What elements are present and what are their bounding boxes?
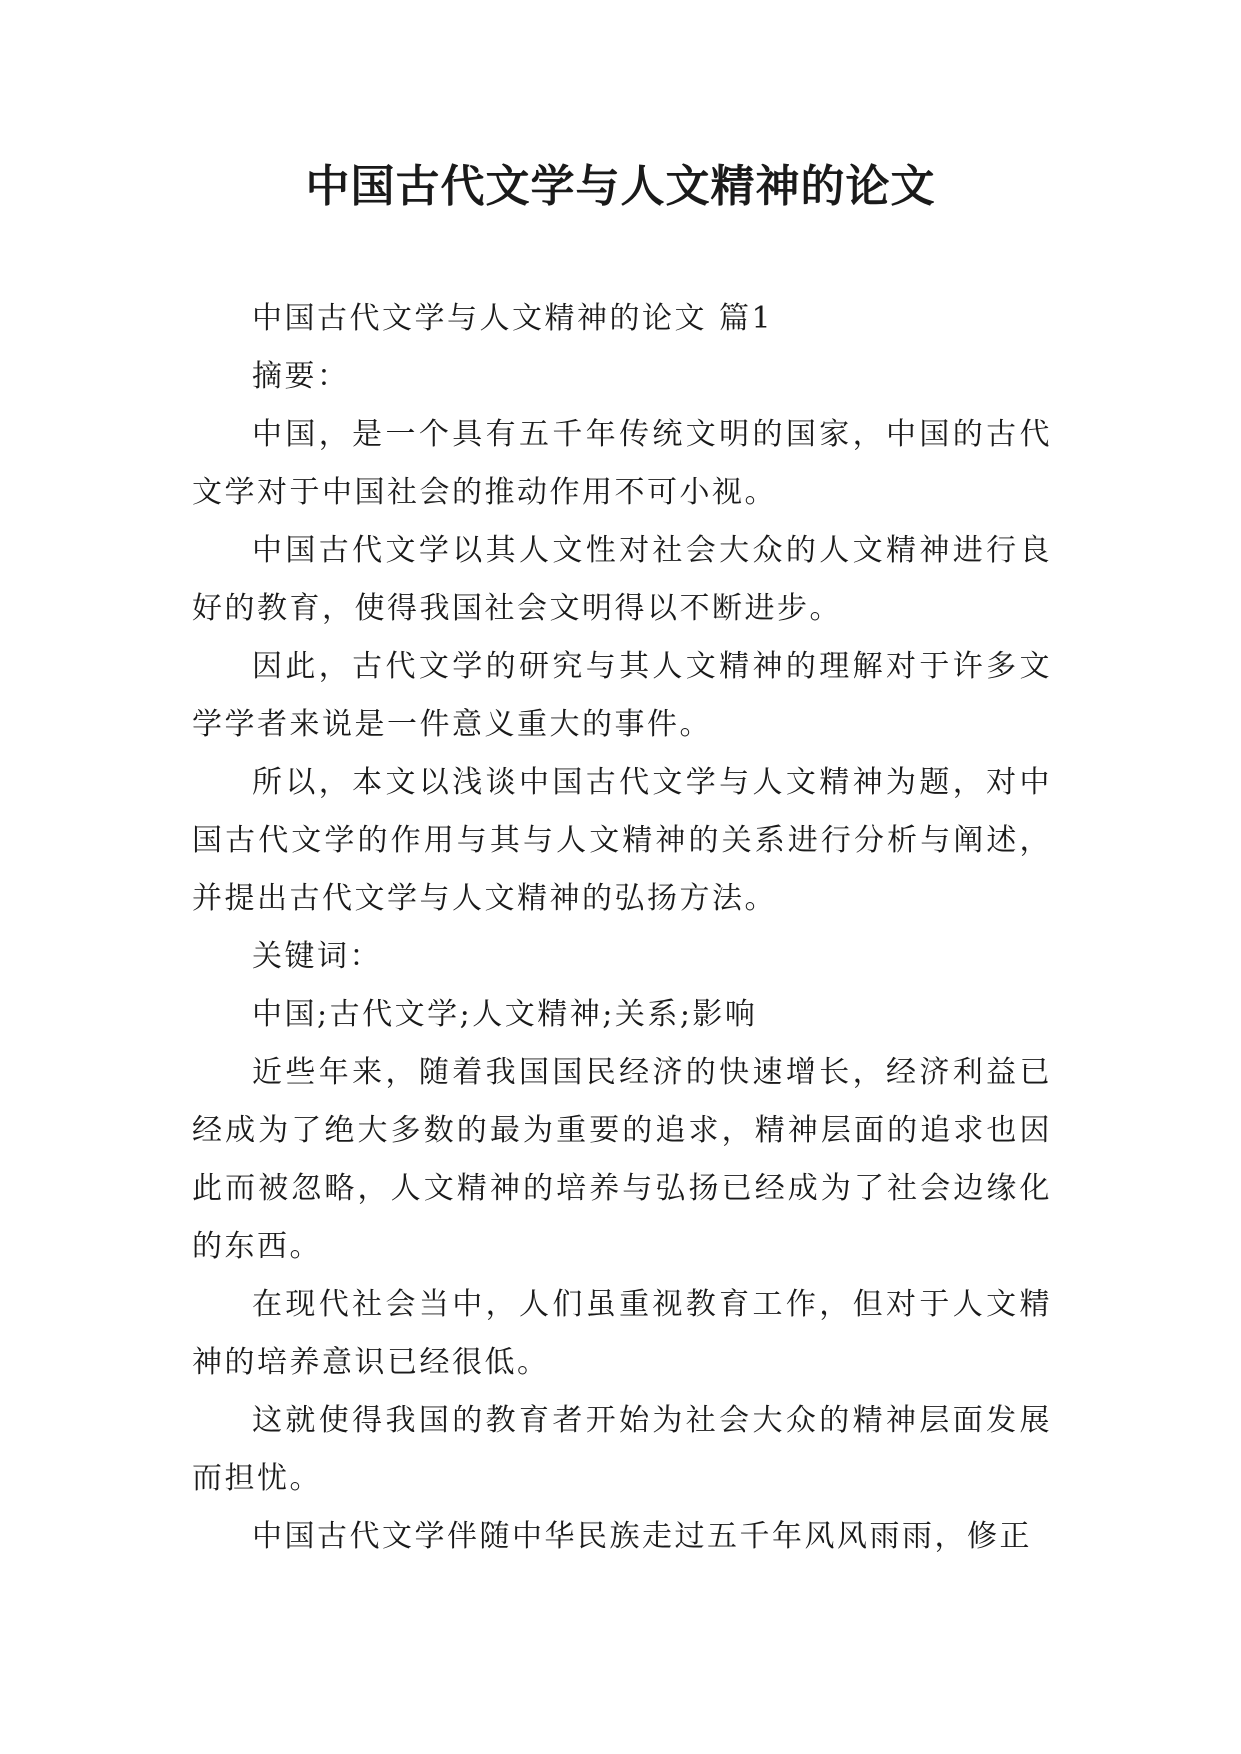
abstract-label: 摘要：: [252, 359, 350, 394]
body-paragraph: 中国古代文学以其人文性对社会大众的人文精神进行良好的教育，使得我国社会文明得以不断进步。: [192, 533, 1052, 626]
document-title: 中国古代文学与人文精神的论文: [305, 161, 936, 212]
body-paragraph: 这就使得我国的教育者开始为社会大众的精神层面发展而担忧。: [192, 1403, 1052, 1496]
document-body: [192, 290, 1052, 1566]
body-paragraph: 中国古代文学伴随中华民族走过五千年风风雨雨，修正: [252, 1519, 1032, 1554]
body-paragraph: 近些年来，随着我国国民经济的快速增长，经济利益已经成为了绝大多数的最为重要的追求，精神层面的追求也因此而被忽略，人文精神的培养与弘扬已经成为了社会边缘化的东西。: [192, 1055, 1052, 1264]
heading-paragraph: 中国古代文学与人文精神的论文 篇1: [252, 301, 774, 336]
body-paragraph: 因此，古代文学的研究与其人文精神的理解对于许多文学学者来说是一件意义重大的事件。: [192, 649, 1052, 742]
body-paragraph: 所以，本文以浅谈中国古代文学与人文精神为题，对中国古代文学的作用与其与人文精神的关系进行分析与阐述，并提出古代文学与人文精神的弘扬方法。: [192, 765, 1052, 916]
keywords-label: 关键词：: [252, 939, 382, 974]
keywords-list: 中国;古代文学;人文精神;关系;影响: [252, 997, 758, 1032]
body-paragraph: 中国，是一个具有五千年传统文明的国家，中国的古代文学对于中国社会的推动作用不可小视。: [192, 417, 1052, 510]
body-paragraph: 在现代社会当中，人们虽重视教育工作，但对于人文精神的培养意识已经很低。: [192, 1287, 1052, 1380]
